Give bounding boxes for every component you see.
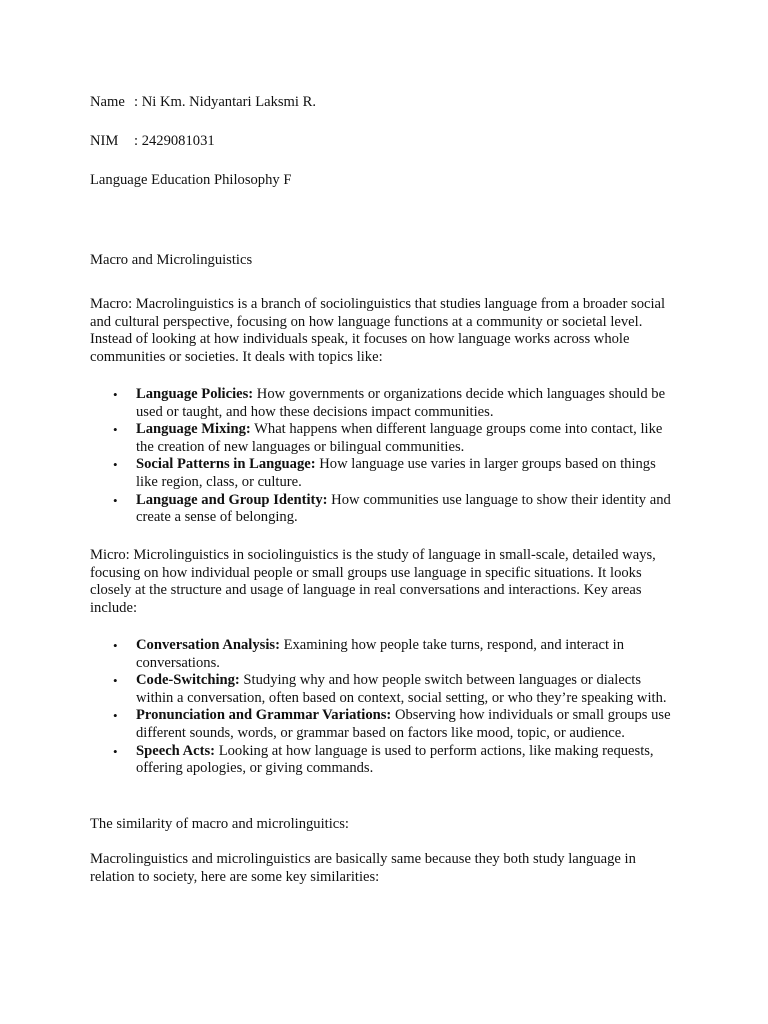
list-item-text: What happens when different language groups come into contact, like the creation of new languages or bilingual communities.: [136, 421, 663, 455]
list-item: [90, 421, 680, 456]
bullet-icon: •: [113, 743, 118, 759]
bullet-icon: •: [113, 638, 118, 653]
similarity-paragraph: Macrolinguistics and microlinguistics are basically same because they both study language in relation to society, here are some key similarities:: [90, 851, 636, 885]
bullet-icon: •: [113, 387, 118, 402]
list-item-text: How communities use language to show their identity and create a sense of belonging.: [136, 491, 671, 526]
course-title: Language Education Philosophy F: [90, 172, 292, 188]
list-item: [90, 672, 680, 707]
name-line: [90, 94, 316, 112]
list-item: [90, 637, 680, 672]
list-item: [90, 492, 680, 527]
list-item: [90, 456, 680, 491]
list-item: [90, 743, 680, 778]
list-item-term: Language Mixing:: [136, 421, 251, 438]
list-item-term: Social Patterns in Language:: [136, 456, 316, 473]
list-item-text: Observing how individuals or small groups use different sounds, words, or grammar based on factors like mood, topic, or audience.: [136, 707, 671, 741]
list-item-term: Pronunciation and Grammar Variations:: [136, 707, 392, 724]
nim-line: [90, 133, 215, 151]
micro-paragraph: Micro: Microlinguistics in sociolinguistics is the study of language in small-scale, detailed ways, focusing on how individual people or small groups use language in specific situations. It looks closely at the structure and usage of language in real conversations and interactions. Key areas include:: [90, 547, 656, 616]
list-item-text: Looking at how language is used to perform actions, like making requests, offering apologies, or giving commands.: [136, 742, 654, 777]
macro-list: [90, 386, 680, 527]
list-item-term: Code-Switching:: [136, 672, 240, 689]
section-title: Macro and Microlinguistics: [90, 252, 253, 268]
list-item-term: Language and Group Identity:: [136, 491, 328, 508]
list-item: [90, 707, 680, 742]
similarity-heading: The similarity of macro and microlinguitics:: [90, 816, 349, 832]
list-item-text: Studying why and how people switch between languages or dialects within a conversation, often based on context, social setting, or who they’re speaking with.: [136, 672, 667, 706]
nim-value: : 2429081031: [134, 133, 215, 149]
name-label: Name: [90, 94, 125, 110]
bullet-icon: •: [113, 457, 118, 473]
micro-list: [90, 637, 680, 778]
list-item-term: Conversation Analysis:: [136, 637, 280, 653]
list-item-text: Examining how people take turns, respond, and interact in conversations.: [136, 637, 625, 671]
list-item-term: Language Policies:: [136, 386, 254, 402]
name-value: : Ni Km. Nidyantari Laksmi R.: [134, 94, 316, 110]
list-item-text: How language use varies in larger groups based on things like region, class, or culture.: [136, 456, 656, 490]
list-item-term: Speech Acts:: [136, 742, 216, 759]
bullet-icon: •: [113, 673, 118, 689]
nim-label: NIM: [90, 133, 119, 149]
list-item: [90, 386, 680, 421]
bullet-icon: •: [113, 708, 118, 724]
bullet-icon: •: [113, 492, 118, 508]
bullet-icon: •: [113, 422, 118, 438]
macro-paragraph: Macro: Macrolinguistics is a branch of sociolinguistics that studies language from a broader social and cultural perspective, focusing on how language functions at a community or societal level. Instead of looking at how individuals speak, it focuses on how language works across whole communities or societies. It deals with topics like:: [90, 296, 666, 365]
list-item-text: How governments or organizations decide which languages should be used or taught, and how these decisions impact communities.: [136, 386, 666, 420]
